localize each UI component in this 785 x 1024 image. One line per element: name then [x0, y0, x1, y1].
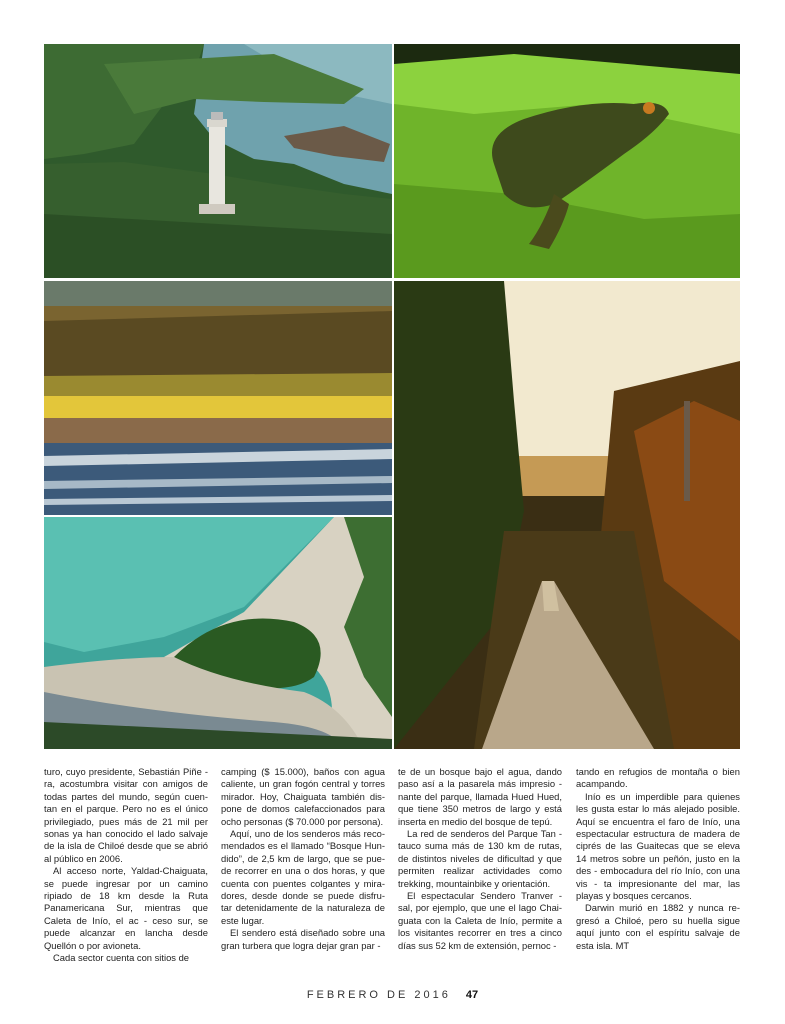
lighthouse-coast-photo [44, 44, 392, 278]
paragraph: La red de senderos del Parque Tan - tauco suma más de 130 km de rutas, de distintos niveles de dificultad y que permiten realizar actividades como trekking, mountainbike y orientación. [398, 828, 562, 889]
issue-date: FEBRERO DE 2016 [306, 989, 451, 1001]
paragraph: camping ($ 15.000), baños con agua caliente, un gran fogón central y torres mirador. Hoy, Chaiguata también dis- pone de domos calefaccionados para ocho personas ($ 70.000 por persona). [221, 766, 385, 827]
article-column-4 [576, 766, 740, 952]
paragraph: El sendero está diseñado sobre una gran turbera que logra dejar gran par - [221, 927, 385, 951]
paragraph: te de un bosque bajo el agua, dando paso así a la pasarela más impresio - nante del parque, llamada Hued Hued, que tiene 350 metros de largo y está inserta en medio del bosque de tepú. [398, 766, 562, 827]
paragraph: tando en refugios de montaña o bien acampando. [576, 766, 740, 790]
article-column-3 [398, 766, 562, 952]
article-column-2 [221, 766, 385, 952]
article-column-1 [44, 766, 208, 965]
paragraph: Darwin murió en 1882 y nunca re- gresó a Chiloé, pero su huella sigue aquí junto con el espíritu salvaje de esta isla. MT [576, 902, 740, 951]
page-number: 47 [465, 989, 479, 1001]
forest-beach-photo [44, 281, 392, 515]
paragraph: Aquí, uno de los senderos más reco- mendados es el llamado “Bosque Hun- dido”, de 2,5 km de largo, que se pue- de recorrer en una o dos horas, y que cuenta con puentes colgantes y mira- dores, desde donde se puede disfru- tar detenidamente de la naturaleza de este lugar. [221, 828, 385, 926]
boardwalk-sunset-photo [394, 281, 740, 749]
paragraph: El espectacular Sendero Tranver - sal, por ejemplo, que une el lago Chai- guata con la Caleta de Inío, permite a los visitantes recorrer en tres a cinco días sus 52 km de extensión, pernoc - [398, 890, 562, 951]
paragraph: Inío es un imperdible para quienes les gusta estar lo más alejado posible. Aquí se encuentra el faro de Inío, una espectacular estructura de madera de ciprés de las Guaitecas que se eleva 14 metros sobre un peñón, justo en la des - embocadura del río Inío, con una vis - ta impresionante del mar, las playas y bosques cercanos. [576, 790, 740, 902]
paragraph: Al acceso norte, Yaldad-Chaiguata, se puede ingresar por un camino ripiado de 18 km desde la Ruta Panamericana Sur, mientras que Caleta de Inío, el ac - ceso sur, se puede alcanzar en lancha desde Quellón o por avioneta. [44, 865, 208, 951]
paragraph: turo, cuyo presidente, Sebastián Piñe - ra, acostumbra visitar con amigos de todas partes del mundo, según cuen- tan en el parque. Pero no es el único privilegiado, pues más de 21 mil per sonas ya han conocido el lado salvaje de la isla de Chiloé desde que se abrió al público en 2006. [44, 766, 208, 864]
frog-on-leaf-photo [394, 44, 740, 278]
page-footer [0, 989, 785, 1001]
paragraph: Cada sector cuenta con sitios de [53, 952, 190, 964]
article-body [44, 766, 740, 976]
river-mouth-aerial-photo [44, 517, 392, 749]
